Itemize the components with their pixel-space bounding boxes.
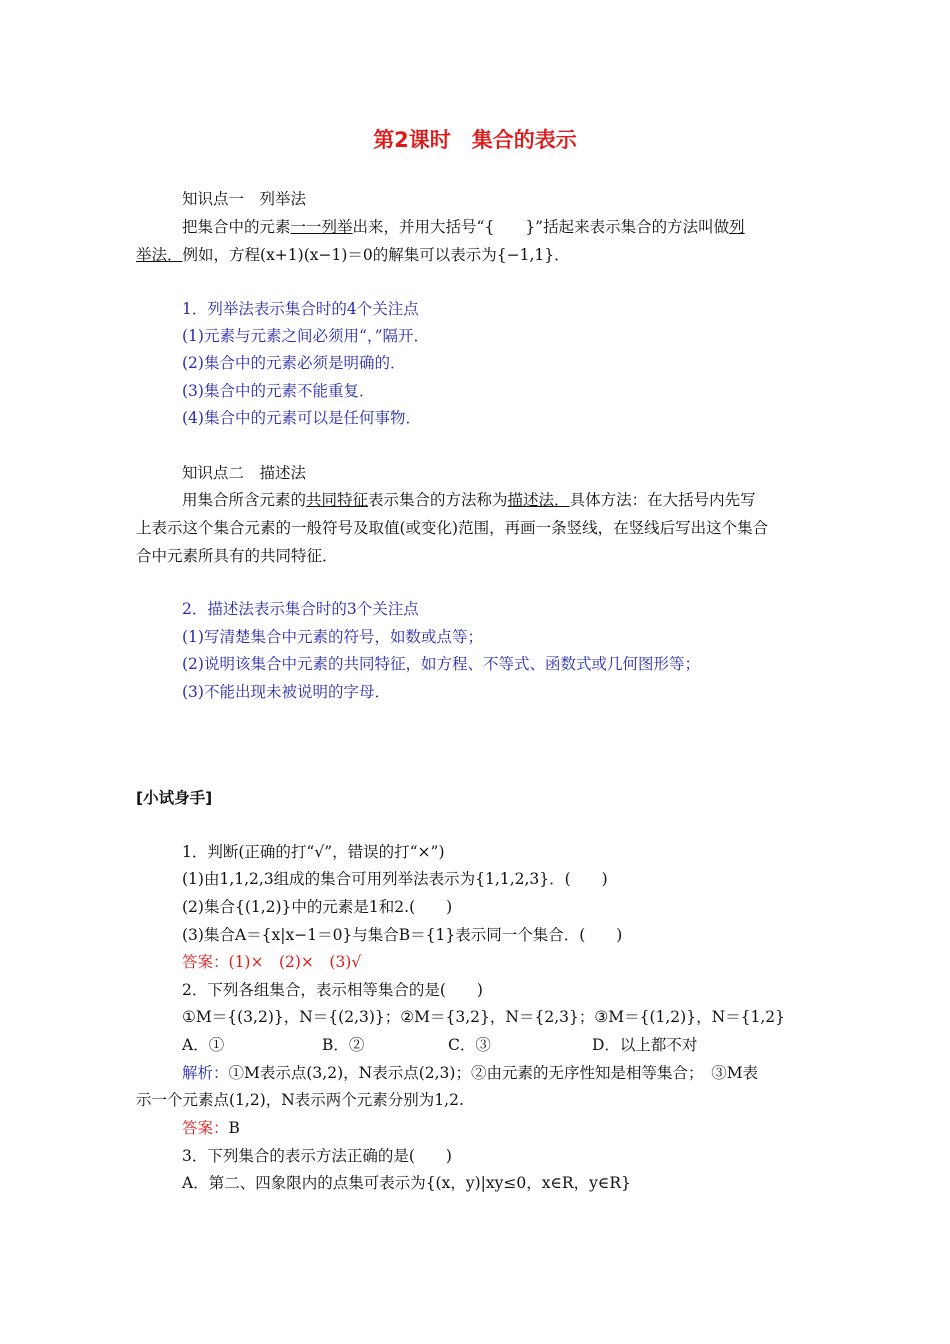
answer-label: 答案： <box>182 1119 229 1137</box>
notes1-item: (1)元素与元素之间必须用“，”隔开． <box>182 327 430 345</box>
kp2-text: 用集合所含元素的 <box>182 491 307 509</box>
notes1-item: (3)集合中的元素不能重复． <box>182 382 375 400</box>
practice-heading: [小试身手] <box>136 789 213 807</box>
option-d: D．以上都不对 <box>592 1036 698 1054</box>
q2-analysis <box>182 1063 758 1083</box>
notes1-title: 1．列举法表示集合时的4个关注点 <box>182 300 419 318</box>
kp1-text: 出来，并用大括号“{ }”括起来表示集合的方法叫做 <box>352 218 730 236</box>
q2-options <box>182 1035 822 1055</box>
kp2-heading: 知识点二 描述法 <box>182 464 307 482</box>
kp1-text: 例如，方程(x+1)(x−1)＝0的解集可以表示为{−1,1}． <box>182 246 570 264</box>
q3-stem: 3．下列集合的表示方法正确的是( ) <box>182 1147 452 1165</box>
page-title: 第2课时 集合的表示 <box>373 128 577 152</box>
kp1-heading: 知识点一 列举法 <box>182 190 307 208</box>
kp1-text: 把集合中的元素 <box>182 218 291 236</box>
option-a: A．① <box>182 1036 225 1054</box>
kp2-keyword: 共同特征 <box>306 491 369 509</box>
q1-item: (2)集合{(1,2)}中的元素是1和2.( ) <box>182 898 453 916</box>
kp1-term: 列 <box>729 218 745 236</box>
kp2-line-3: 合中元素所具有的共同特征． <box>136 547 338 565</box>
answer-text: (1)× (2)× (3)√ <box>228 953 362 971</box>
notes1-item: (4)集合中的元素可以是任何事物． <box>182 409 421 427</box>
q1-item: (1)由1,1,2,3组成的集合可用列举法表示为{1,1,2,3}．( ) <box>182 870 608 888</box>
kp2-term: 描述法． <box>507 491 570 509</box>
q1-item: (3)集合A＝{x|x−1＝0}与集合B＝{1}表示同一个集合．( ) <box>182 926 623 944</box>
kp1-line-2 <box>136 245 570 265</box>
notes2-title: 2．描述法表示集合时的3个关注点 <box>182 600 419 618</box>
kp2-text: 具体方法：在大括号内先写 <box>569 491 756 509</box>
analysis-text: ①M表示点(3,2)，N表示点(2,3)；②由元素的无序性知是相等集合； ③M表 <box>228 1064 759 1082</box>
notes2-item: (2)说明该集合中元素的共同特征，如方程、不等式、函数式或几何图形等； <box>182 655 700 673</box>
analysis-label: 解析： <box>182 1064 229 1082</box>
notes1-item: (2)集合中的元素必须是明确的． <box>182 354 406 372</box>
option-b: B．② <box>322 1036 365 1054</box>
kp1-line-1 <box>182 217 745 237</box>
q1-stem: 1．判断(正确的打“√”，错误的打“×”) <box>182 843 445 861</box>
q2-analysis-cont: 示一个元素点(1,2)，N表示两个元素分别为1,2. <box>136 1091 464 1109</box>
q2-answer <box>182 1118 240 1138</box>
kp2-line-1 <box>182 490 756 510</box>
option-c: C．③ <box>448 1036 491 1054</box>
q2-sets: ①M＝{(3,2)}，N＝{(2,3)}；②M＝{3,2}，N＝{2,3}；③M＝{(1,2)}，N＝{1,2} <box>182 1008 786 1026</box>
q1-answer <box>182 952 361 972</box>
q2-stem: 2．下列各组集合，表示相等集合的是( ) <box>182 981 483 999</box>
kp2-text: 表示集合的方法称为 <box>368 491 508 509</box>
kp2-line-2: 上表示这个集合元素的一般符号及取值(或变化)范围，再画一条竖线，在竖线后写出这个集合 <box>136 519 769 537</box>
notes2-item: (1)写清楚集合中元素的符号，如数或点等； <box>182 628 483 646</box>
answer-label: 答案： <box>182 953 229 971</box>
notes2-item: (3)不能出现未被说明的字母． <box>182 683 390 701</box>
q3-option-a: A．第二、四象限内的点集可表示为{(x，y)|xy≤0，x∈R，y∈R} <box>182 1174 631 1192</box>
answer-text: B <box>228 1119 240 1137</box>
kp1-term: 举法． <box>136 246 183 264</box>
kp1-keyword: 一一列举 <box>290 218 353 236</box>
